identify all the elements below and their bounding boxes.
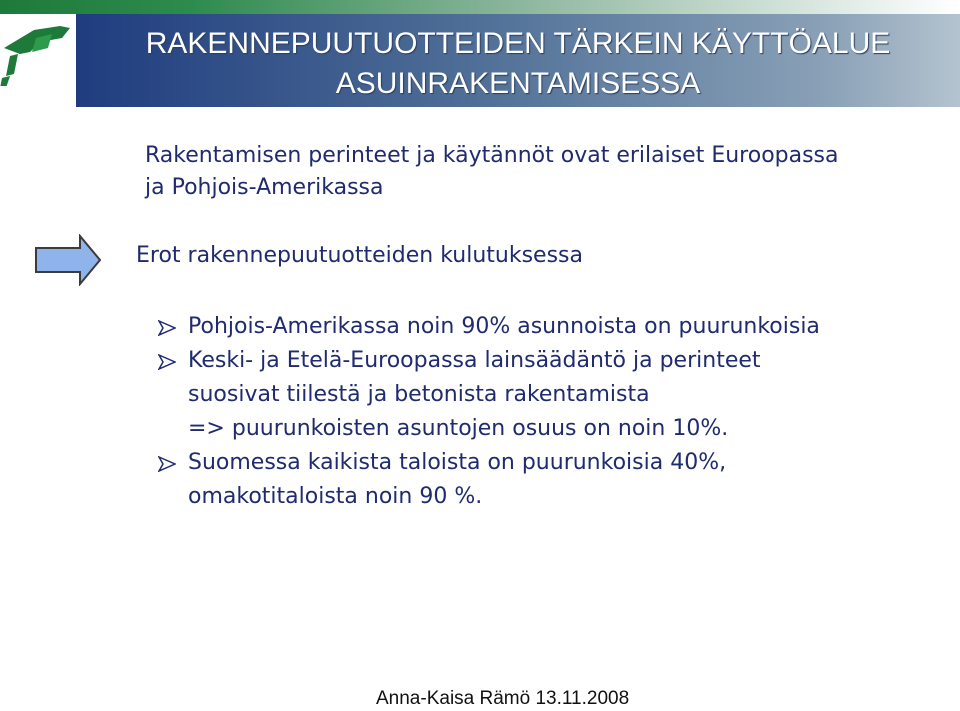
page-title-line-1: RAKENNEPUUTUOTTEIDEN TÄRKEIN KÄYTTÖALUE <box>145 27 891 60</box>
intro-line-1: Rakentamisen perinteet ja käytännöt ovat erilaiset Euroopassa <box>145 143 839 168</box>
bullet-line: omakotitaloista noin 90 %. <box>188 484 483 509</box>
bullet-item <box>158 446 948 514</box>
bullet-item <box>158 310 948 344</box>
top-strip <box>0 0 960 14</box>
arrowhead-bullet-icon <box>158 354 176 370</box>
right-arrow-icon <box>34 234 102 286</box>
title-bar <box>76 14 960 107</box>
bullet-line: suosivat tiilestä ja betonista rakentamista <box>188 382 650 407</box>
differences-heading: Erot rakennepuutuotteiden kulutuksessa <box>136 243 583 268</box>
bullet-line: Pohjois-Amerikassa noin 90% asunnoista on puurunkoisia <box>188 314 820 339</box>
bullet-line: => puurunkoisten asuntojen osuus on noin 10%. <box>188 416 729 441</box>
bullet-line: Keski- ja Etelä-Euroopassa lainsäädäntö ja perinteet <box>188 348 761 373</box>
bullet-line: Suomessa kaikista taloista on puurunkoisia 40%, <box>188 450 727 475</box>
intro-line-2: ja Pohjois-Amerikassa <box>145 175 384 200</box>
bullet-item <box>158 344 948 446</box>
bullet-list <box>158 310 948 514</box>
intro-text <box>145 140 945 204</box>
arrowhead-bullet-icon <box>158 456 176 472</box>
arrowhead-bullet-icon <box>158 320 176 336</box>
footer-author-date: Anna-Kaisa Rämö 13.11.2008 <box>376 688 630 709</box>
page-title-line-2: ASUINRAKENTAMISESSA <box>335 67 701 100</box>
logo <box>0 8 74 86</box>
